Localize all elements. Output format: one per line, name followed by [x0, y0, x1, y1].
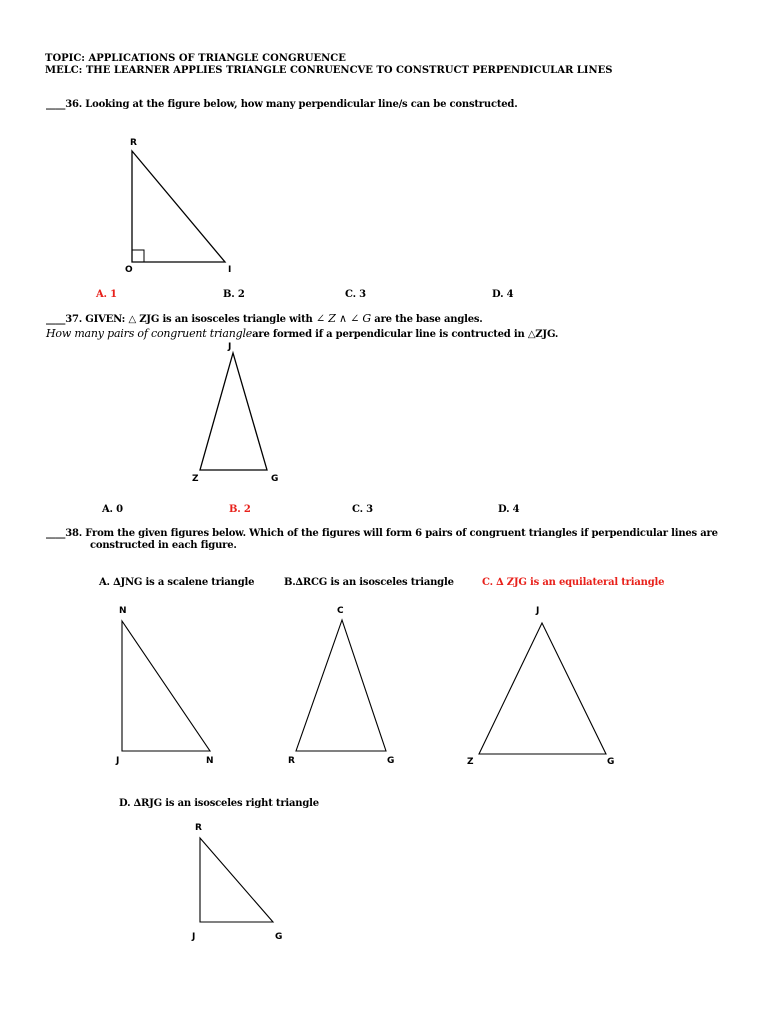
question-38-line1: [46, 528, 718, 539]
choice-36-b[interactable]: B. 2: [223, 289, 245, 300]
vertex-r: R: [130, 138, 137, 148]
vertex-j: J: [228, 342, 232, 352]
option-38-b[interactable]: B.∆RCG is an isosceles triangle: [284, 577, 454, 588]
answer-blank-38: ____: [46, 528, 66, 539]
answer-blank-36: ____: [46, 99, 66, 110]
choice-37-c[interactable]: C. 3: [352, 504, 373, 515]
triangle-rcg: [296, 620, 386, 751]
triangle-jng: [122, 621, 210, 751]
vertex-b-g: G: [387, 756, 395, 766]
question-37-rest: are formed if a perpendicular line is contructed in △ZJG.: [252, 329, 559, 340]
choice-37-a[interactable]: A. 0: [102, 504, 123, 515]
question-37-text-end: are the base angles.: [371, 314, 483, 325]
melc-line: MELC: THE LEARNER APPLIES TRIANGLE CONRUENCVE TO CONSTRUCT PERPENDICULAR LINES: [45, 65, 613, 76]
question-38-text: 38. From the given figures below. Which of the figures will form 6 pairs of congruent triangles if perpendicular lines are: [65, 528, 718, 539]
vertex-o: O: [125, 265, 133, 275]
topic-line: TOPIC: APPLICATIONS OF TRIANGLE CONGRUENCE: [45, 53, 346, 64]
angle-expression: ∠ Z ∧ ∠ G: [315, 312, 372, 325]
vertex-a-j: J: [116, 756, 120, 766]
option-38-a[interactable]: A. ∆JNG is a scalene triangle: [99, 577, 255, 588]
vertex-c-z: Z: [467, 757, 474, 767]
choice-36-c[interactable]: C. 3: [345, 289, 366, 300]
vertex-d-g: G: [275, 932, 283, 942]
vertex-d-r: R: [195, 823, 202, 833]
option-38-d[interactable]: D. ∆RJG is an isosceles right triangle: [119, 798, 319, 809]
vertex-c-g: G: [607, 757, 615, 767]
question-38-line2: constructed in each figure.: [90, 540, 237, 551]
right-angle-marker: [132, 250, 144, 262]
vertex-z: Z: [192, 474, 199, 484]
triangle-rjg: [200, 838, 273, 922]
question-37-text-start: 37. GIVEN: △ ZJG is an isosceles triangle with: [65, 314, 316, 325]
vertex-d-j: J: [192, 932, 196, 942]
vertex-g: G: [271, 474, 279, 484]
choice-36-a[interactable]: A. 1: [96, 289, 117, 300]
question-37-line2: [46, 327, 558, 340]
triangle-zjg-equilateral: [479, 623, 606, 754]
vertex-i: I: [228, 265, 232, 275]
choice-37-b[interactable]: B. 2: [229, 504, 251, 515]
vertex-c-j: J: [536, 606, 540, 616]
question-36-text: 36. Looking at the figure below, how many perpendicular line/s can be constructed.: [65, 99, 518, 110]
question-37-line1: [46, 312, 483, 325]
vertex-b-c: C: [337, 606, 344, 616]
answer-blank-37: ____: [46, 314, 66, 325]
vertex-a-n-bottom: N: [206, 756, 214, 766]
vertex-a-n-top: N: [119, 606, 127, 616]
triangle-roi: [132, 151, 225, 262]
triangle-zjg-isosceles: [200, 353, 267, 470]
choice-37-d[interactable]: D. 4: [498, 504, 520, 515]
vertex-b-r: R: [288, 756, 295, 766]
option-38-c[interactable]: C. ∆ ZJG is an equilateral triangle: [482, 577, 665, 588]
question-37-italic: How many pairs of congruent triangle: [46, 327, 253, 340]
choice-36-d[interactable]: D. 4: [492, 289, 514, 300]
